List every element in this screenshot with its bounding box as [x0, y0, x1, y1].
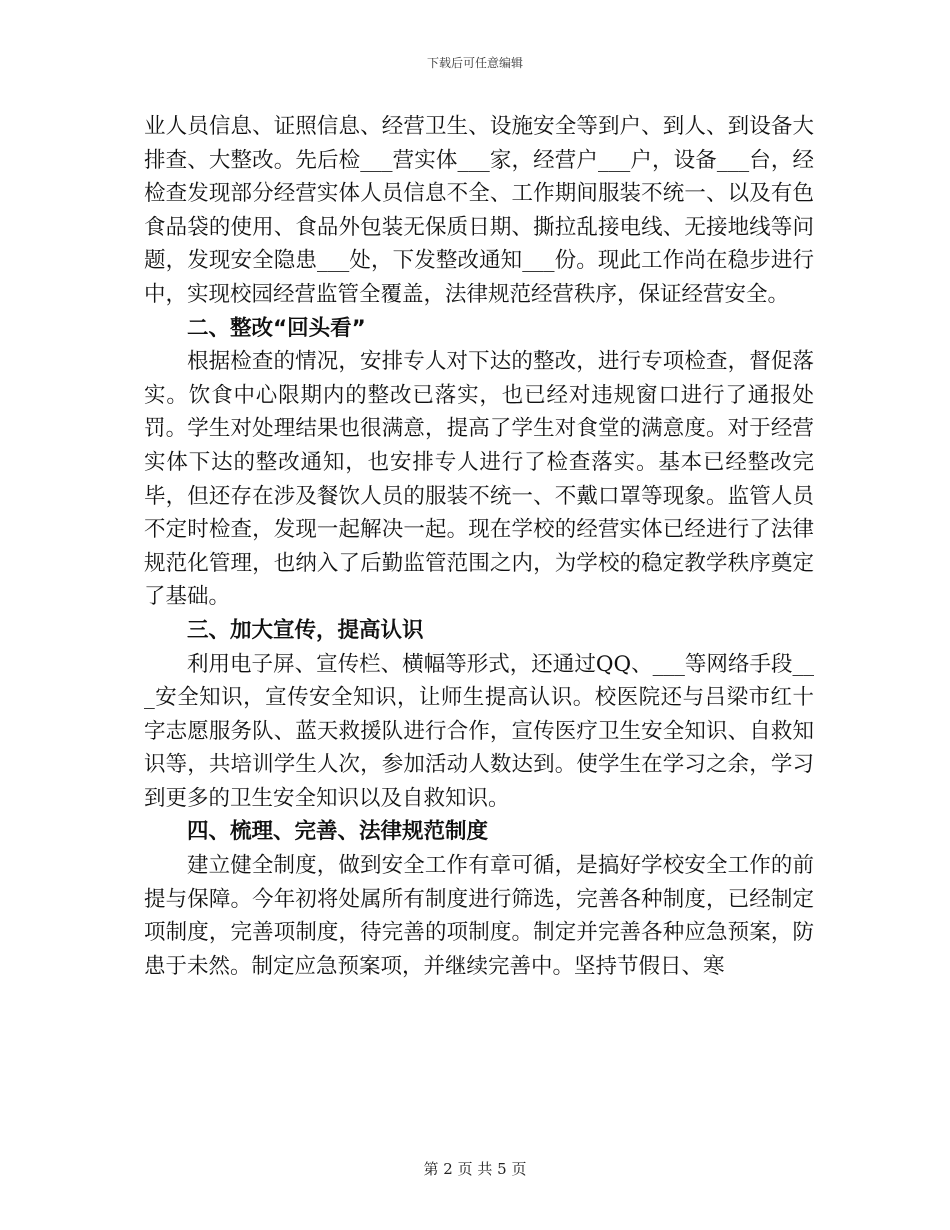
section-heading-4: 四、梳理、完善、法律规范制度	[187, 819, 489, 845]
page-header: 下载后可任意编辑	[426, 56, 523, 70]
page-footer: 第 2 页 共 5 页	[423, 1160, 527, 1178]
paragraph-rectification-review: 根据检查的情况，安排专人对下达的整改，进行专项检查，督促落实。饮食中心限期内的整改已落实，也已经对违规窗口进行了通报处罚。学生对处理结果也很满意，提高了学生对食堂的满意度。对于经营实体下达的整改通知，也安排专人进行了检查落实。基本已经整改完毕，但还存在涉及餐饮人员的服装不统一、不戴口罩等现象。监管人员不定时检查，发现一起解决一起。现在学校的经营实体已经进行了法律规范化管理，也纳入了后勤监管范围之内，为学校的稳定教学秩序奠定了基础。	[144, 349, 814, 610]
paragraph-regulations: 建立健全制度，做到安全工作有章可循，是搞好学校安全工作的前提与保障。今年初将处属所有制度进行筛选，完善各种制度，已经制定项制度，完善项制度，待完善的项制度。制定并完善各种应急预案，防患于未然。制定应急预案项，并继续完善中。坚持节假日、寒	[144, 853, 814, 979]
section-heading-3: 三、加大宣传，提高认识	[187, 617, 424, 643]
document-body	[144, 110, 814, 983]
section-heading-2: 二、整改“回头看”	[187, 315, 366, 341]
paragraph-publicity: 利用电子屏、宣传栏、横幅等形式，还通过QQ、___等网络手段___安全知识，宣传安全知识，让师生提高认识。校医院还与吕梁市红十字志愿服务队、蓝天救援队进行合作，宣传医疗卫生安全知识、自救知识等，共培训学生人次，参加活动人数达到。使学生在学习之余，学习到更多的卫生安全知识以及自救知识。	[144, 651, 814, 811]
paragraph-continued: 业人员信息、证照信息、经营卫生、设施安全等到户、到人、到设备大排查、大整改。先后检___营实体___家，经营户___户，设备___台，经检查发现部分经营实体人员信息不全、工作期间服装不统一、以及有色食品袋的使用、食品外包装无保质日期、撕拉乱接电线、无接地线等问题，发现安全隐患___处，下发整改通知___份。现此工作尚在稳步进行中，实现校园经营监管全覆盖，法律规范经营秩序，保证经营安全。	[144, 114, 814, 307]
